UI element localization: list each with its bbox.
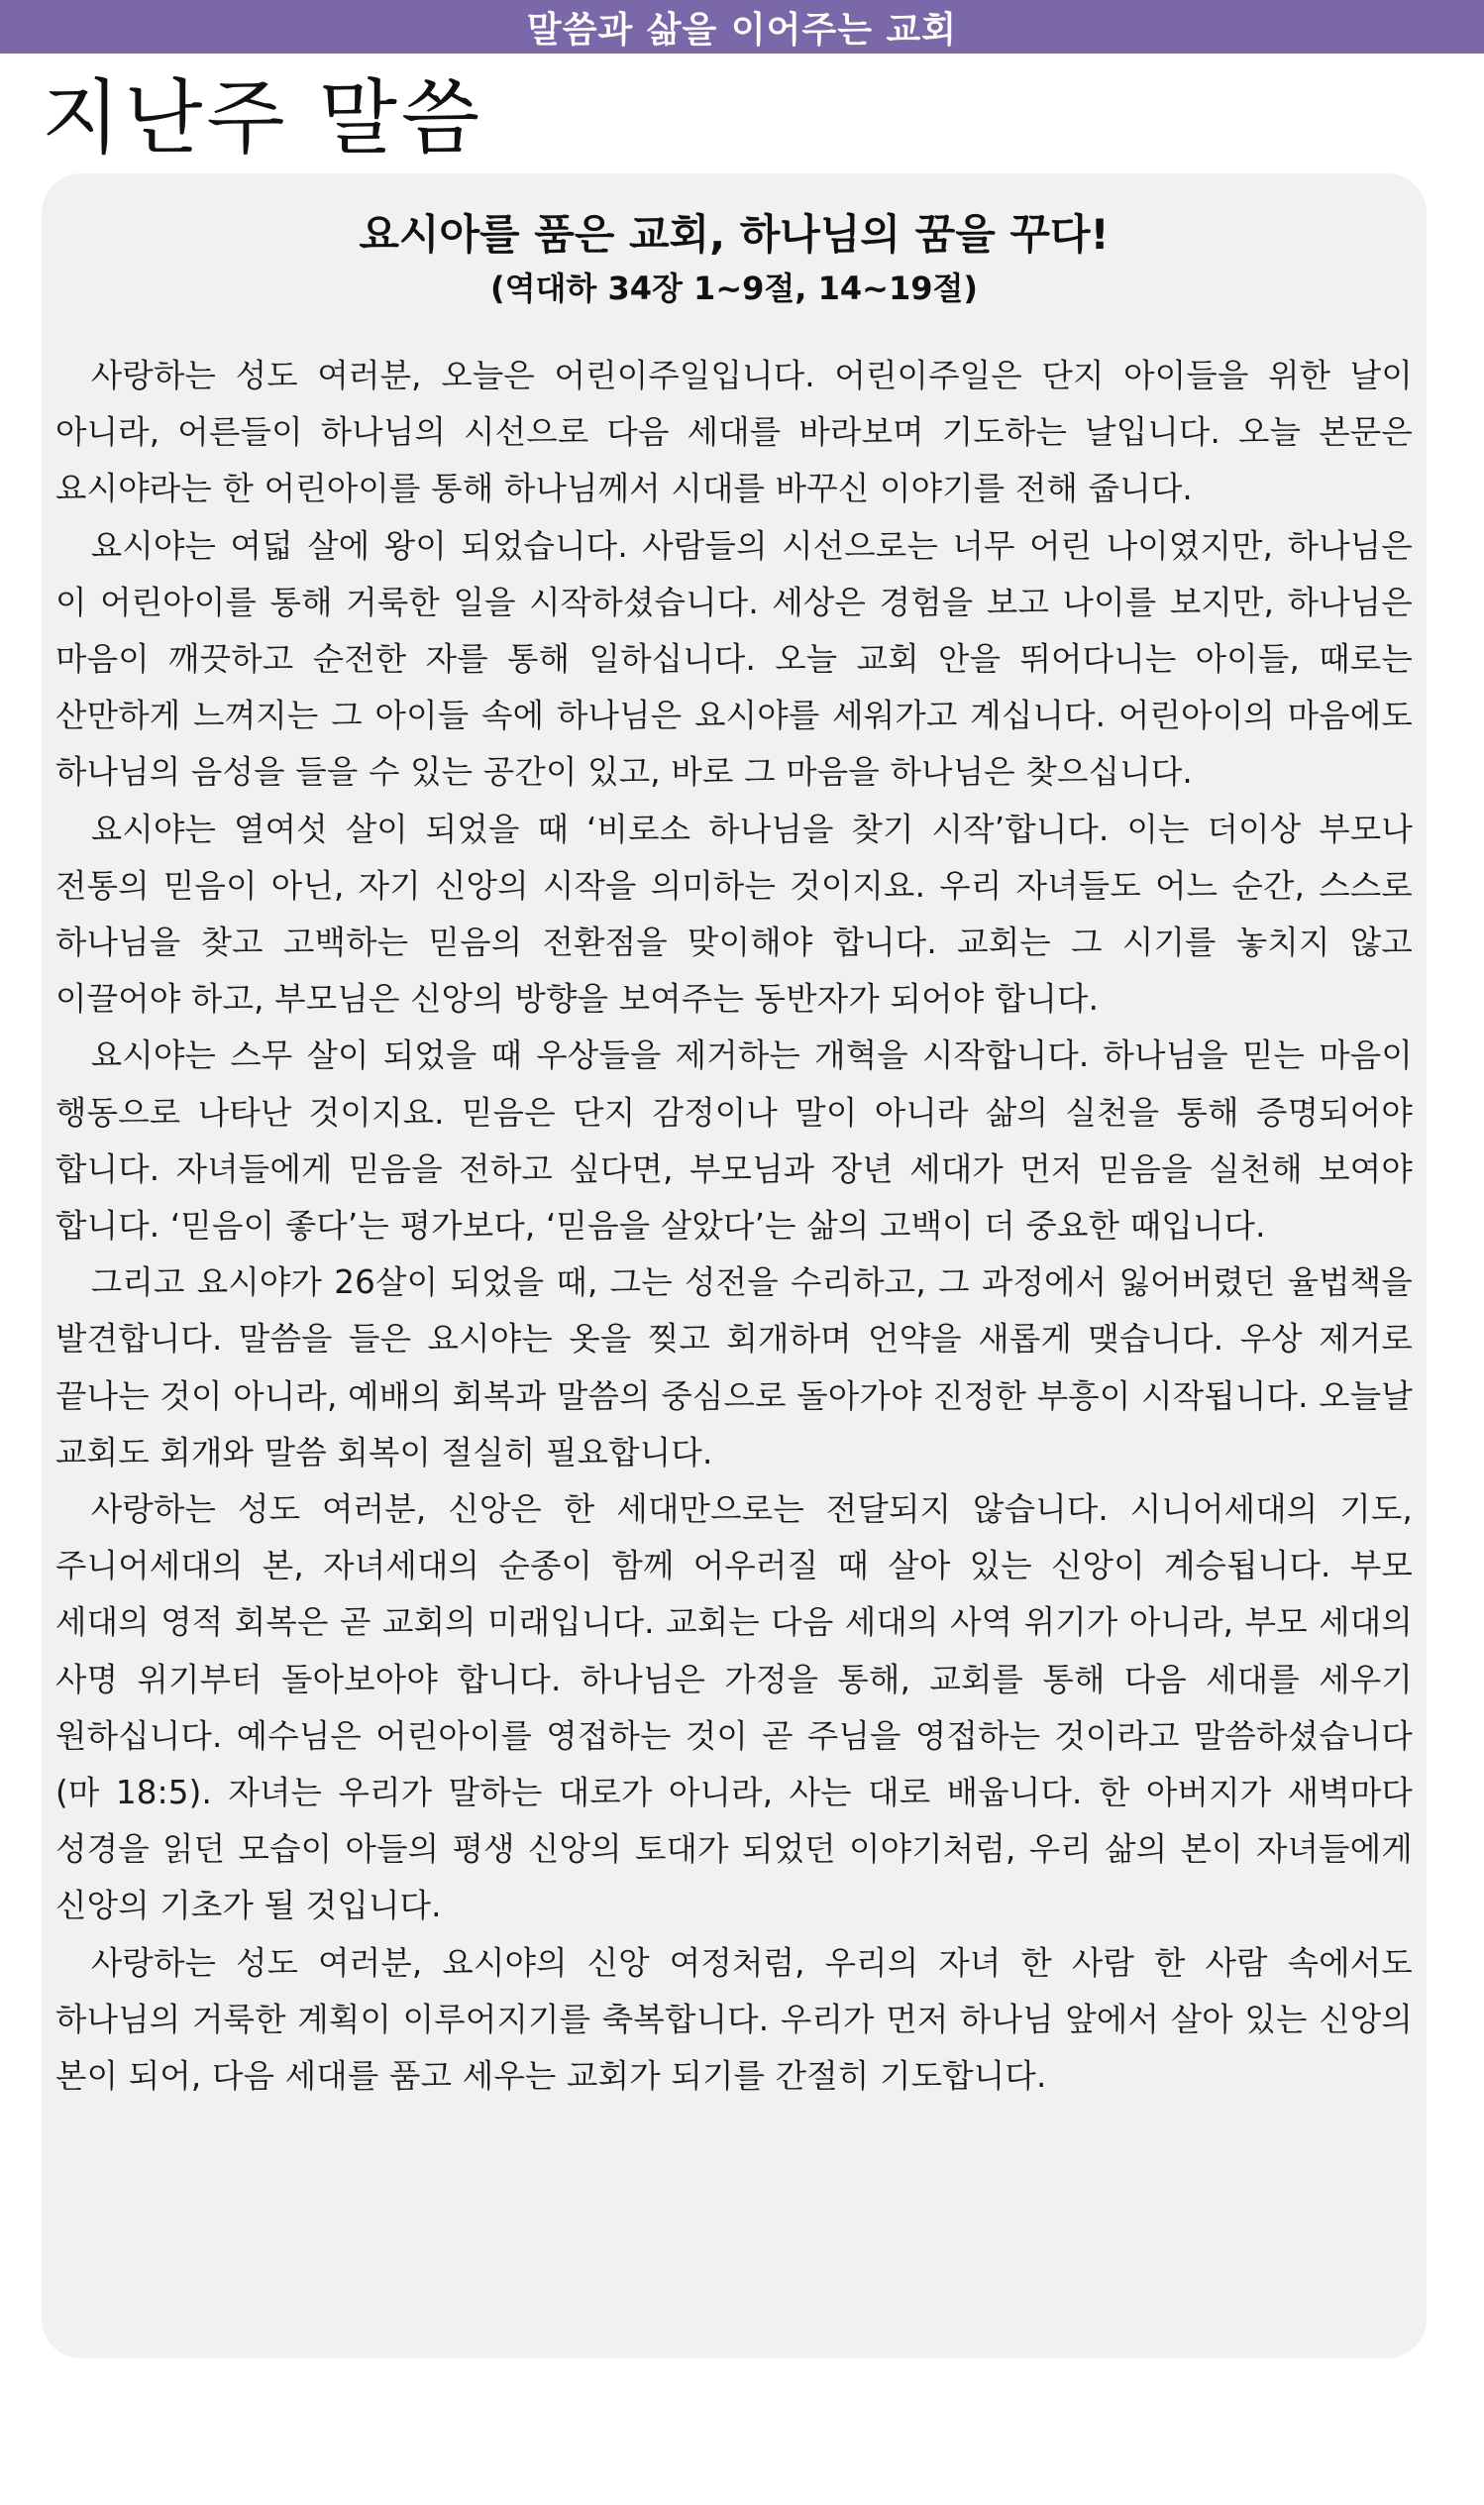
sermon-body [55,348,1413,2105]
sermon-paragraph: 요시야는 여덟 살에 왕이 되었습니다. 사람들의 시선으로는 너무 어린 나이였지만, 하나님은 이 어린아이를 통해 거룩한 일을 시작하셨습니다. 세상은 경험을 보고 나이를 보지만, 하나님은 마음이 깨끗하고 순전한 자를 통해 일하십니다. 오늘 교회 안을 뛰어다니는 아이들, 때로는 산만하게 느껴지는 그 아이들 속에 하나님은 요시야를 세워가고 계십니다. 어린아이의 마음에도 하나님의 음성을 들을 수 있는 공간이 있고, 바로 그 마음을 하나님은 찾으십니다. [55,526,1413,792]
sermon-paragraph: 사랑하는 성도 여러분, 요시야의 신앙 여정처럼, 우리의 자녀 한 사람 한 사람 속에서도 하나님의 거룩한 계획이 이루어지기를 축복합니다. 우리가 먼저 하나님 앞에서 살아 있는 신앙의 본이 되어, 다음 세대를 품고 세우는 교회가 되기를 간절히 기도합니다. [55,1943,1413,2096]
scripture-reference: (역대하 34장 1~9절, 14~19절) [489,270,979,307]
sermon-paragraph: 그리고 요시야가 26살이 되었을 때, 그는 성전을 수리하고, 그 과정에서 잃어버렸던 율법책을 발견합니다. 말씀을 들은 요시야는 옷을 찢고 회개하며 언약을 새롭게 맺습니다. 우상 제거로 끝나는 것이 아니라, 예배의 회복과 말씀의 중심으로 돌아가야 진정한 부흥이 시작됩니다. 오늘날 교회도 회개와 말씀 회복이 절실히 필요합니다. [55,1263,1413,1471]
top-banner [0,0,1484,54]
sermon-paragraph: 요시야는 스무 살이 되었을 때 우상들을 제거하는 개혁을 시작합니다. 하나님을 믿는 마음이 행동으로 나타난 것이지요. 믿음은 단지 감정이나 말이 아니라 삶의 실천을 통해 증명되어야 합니다. 자녀들에게 믿음을 전하고 싶다면, 부모님과 장년 세대가 먼저 믿음을 실천해 보여야 합니다. ‘믿음이 좋다’는 평가보다, ‘믿음을 살았다’는 삶의 고백이 더 중요한 때입니다. [55,1036,1413,1246]
section-title: 지난주 말씀 [42,71,484,165]
sermon-paragraph: 사랑하는 성도 여러분, 신앙은 한 세대만으로는 전달되지 않습니다. 시니어세대의 기도, 주니어세대의 본, 자녀세대의 순종이 함께 어우러질 때 살아 있는 신앙이 계승됩니다. 부모 세대의 영적 회복은 곧 교회의 미래입니다. 교회는 다음 세대의 사역 위기가 아니라, 부모 세대의 사명 위기부터 돌아보아야 합니다. 하나님은 가정을 통해, 교회를 통해 다음 세대를 세우기 원하십니다. 예수님은 어린아이를 영접하는 것이 곧 주님을 영접하는 것이라고 말씀하셨습니다(마 18:5). 자녀는 우리가 말하는 대로가 아니라, 사는 대로 배웁니다. 한 아버지가 새벽마다 성경을 읽던 모습이 아들의 평생 신앙의 토대가 되었던 이야기처럼, 우리 삶의 본이 자녀들에게 신앙의 기초가 될 것입니다. [55,1490,1413,1925]
sermon-paragraph: 요시야는 열여섯 살이 되었을 때 ‘비로소 하나님을 찾기 시작’합니다. 이는 더이상 부모나 전통의 믿음이 아닌, 자기 신앙의 시작을 의미하는 것이지요. 우리 자녀들도 어느 순간, 스스로 하나님을 찾고 고백하는 믿음의 전환점을 맞이해야 합니다. 교회는 그 시기를 놓치지 않고 이끌어야 하고, 부모님은 신앙의 방향을 보여주는 동반자가 되어야 합니다. [55,810,1413,1019]
sermon-card [42,173,1427,2358]
sermon-paragraph: 사랑하는 성도 여러분, 오늘은 어린이주일입니다. 어린이주일은 단지 아이들을 위한 날이 아니라, 어른들이 하나님의 시선으로 다음 세대를 바라보며 기도하는 날입니다. 오늘 본문은 요시야라는 한 어린아이를 통해 하나님께서 시대를 바꾸신 이야기를 전해 줍니다. [55,357,1413,508]
banner-text: 말씀과 삶을 이어주는 교회 [526,9,958,51]
sermon-title: 요시아를 품은 교회, 하나님의 꿈을 꾸다! [359,210,1110,259]
